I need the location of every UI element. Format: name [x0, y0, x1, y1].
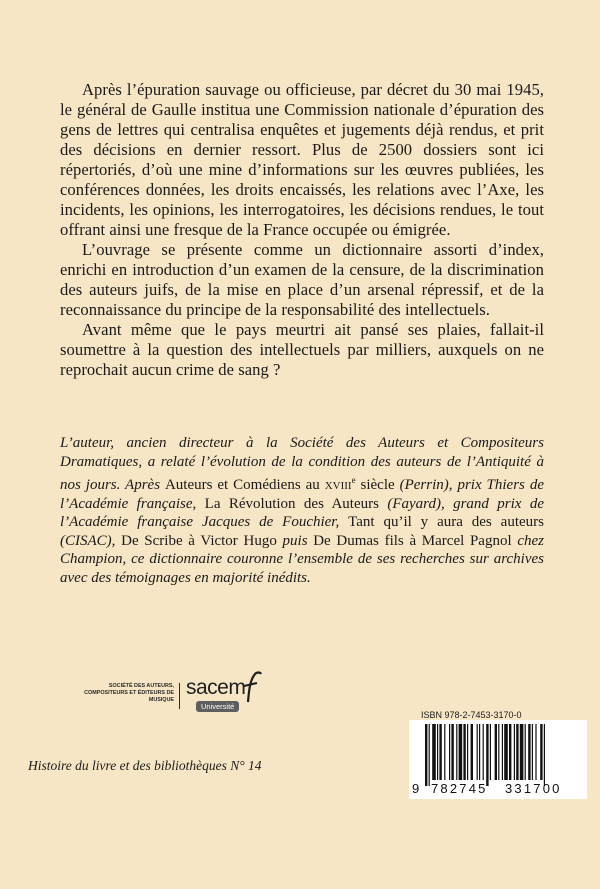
barcode-bar — [544, 724, 545, 786]
barcode-bar — [516, 724, 518, 780]
barcode-digits-left: 782745 — [431, 781, 488, 796]
barcode-bar — [432, 724, 436, 780]
barcode-bar — [463, 724, 465, 780]
barcode-bar — [471, 724, 473, 780]
back-cover-blurb — [60, 80, 544, 380]
barcode-bar — [520, 724, 524, 780]
barcode-bar — [456, 724, 457, 780]
barcode-bar — [535, 724, 536, 780]
barcode-bar — [479, 724, 480, 780]
barcode-bar — [483, 724, 484, 780]
barcode-bar — [528, 724, 530, 780]
isbn-number: ISBN 978-2-7453-3170-0 — [421, 710, 522, 720]
barcode-bar — [490, 724, 491, 780]
barcode-bar — [449, 724, 450, 780]
barcode-bar — [439, 724, 441, 780]
bio-text: puis — [276, 532, 314, 549]
book-title: La Révolution des Auteurs — [204, 495, 379, 512]
bio-text: chez Champion, ce dictionnaire couronne l’ensemble de ses recherches sur archives avec des témoignages en majorité inédits. — [60, 532, 544, 586]
barcode-bar — [509, 724, 511, 780]
century-numeral: xviii — [324, 477, 352, 493]
barcode-bar — [540, 724, 542, 780]
barcode-bar — [477, 724, 478, 780]
blurb-paragraph-2: L’ouvrage se présente comme un dictionnaire assorti d’index, enrichi en introduction d’un examen de la censure, de la discrimination des auteurs juifs, de la mise en place d’un arsenal répressif, et de la reconnaissance du principe de la responsabilité des intellectuels. — [60, 240, 544, 319]
bio-text: (CISAC), — [60, 532, 122, 549]
bio-text: L’auteur, ancien directeur à la Société des Auteurs et Compositeurs Dramatiques, a relaté l’évolution de la condition des auteurs de l’Antiquité à nos jours. Après — [60, 435, 544, 493]
book-title — [165, 477, 395, 493]
sacd-logo-text: SOCIÉTÉ DES AUTEURS, COMPOSITEURS ET ÉDITEURS DE MUSIQUE — [84, 683, 174, 703]
barcode-bar — [495, 724, 497, 780]
series-name: Histoire du livre et des bibliothèques N° 14 — [28, 758, 262, 773]
author-bio-paragraph — [60, 434, 544, 587]
barcode-bar — [502, 724, 503, 780]
barcode-bar — [525, 724, 526, 780]
bio-text: (Fayard), grand prix de l’Académie française Jacques de Fouchier, — [60, 495, 545, 530]
barcode-bar — [437, 724, 438, 780]
barcode-bar — [514, 724, 515, 780]
sacem-logo: sacem — [186, 676, 246, 699]
book-title-part: siècle — [355, 477, 395, 493]
book-title: De Dumas fils à Marcel Pagnol — [313, 532, 512, 549]
barcode-bar — [504, 724, 508, 780]
sacem-f-mark-icon — [240, 670, 262, 704]
barcode-bar — [444, 724, 445, 780]
book-title: Tant qu’il y aura des auteurs — [348, 514, 544, 530]
barcode-bar — [429, 724, 430, 786]
book-title-part: Auteurs et Comédiens au — [164, 477, 325, 493]
author-bio — [60, 434, 544, 587]
barcode-bar — [532, 724, 533, 780]
barcode — [409, 720, 587, 799]
barcode-digit-lead: 9 — [412, 781, 422, 796]
barcode-digits-right: 331700 — [505, 781, 562, 796]
book-title: De Scribe à Victor Hugo — [121, 532, 277, 549]
barcode-bar — [467, 724, 468, 780]
blurb-paragraph-1: Après l’épuration sauvage ou officieuse, par décret du 30 mai 1945, le général de Gaulle institua une Commission nationale d’épuration des gens de lettres qui centralisa enquêtes et jugements déjà rendus, et prit des décisions en dernier ressort. Plus de 2500 dossiers sont ici répertoriés, d’où une mine d’informations sur les œuvres publiées, les conférences données, les droits encaissés, les relations avec l’Axe, les incidents, les opinions, les interrogatoires, les décisions rendues, le tout offrant ainsi une fresque de la France occupée ou émigrée. — [60, 80, 544, 239]
barcode-bar — [451, 724, 453, 780]
universite-badge: Université — [196, 701, 239, 712]
century-superscript: e — [351, 475, 356, 485]
barcode-bar — [425, 724, 427, 786]
barcode-bar — [459, 724, 463, 780]
bio-text: (Perrin), prix Thiers de l’Académie française, — [60, 477, 544, 512]
blurb-paragraph-3: Avant même que le pays meurtri ait pansé ses plaies, fallait-il soumettre à la question des intellectuels par milliers, auxquels on ne reprochait aucun crime de sang ? — [60, 320, 544, 379]
logo-divider — [179, 683, 180, 709]
barcode-bar — [498, 724, 499, 780]
barcode-bar — [486, 724, 488, 786]
